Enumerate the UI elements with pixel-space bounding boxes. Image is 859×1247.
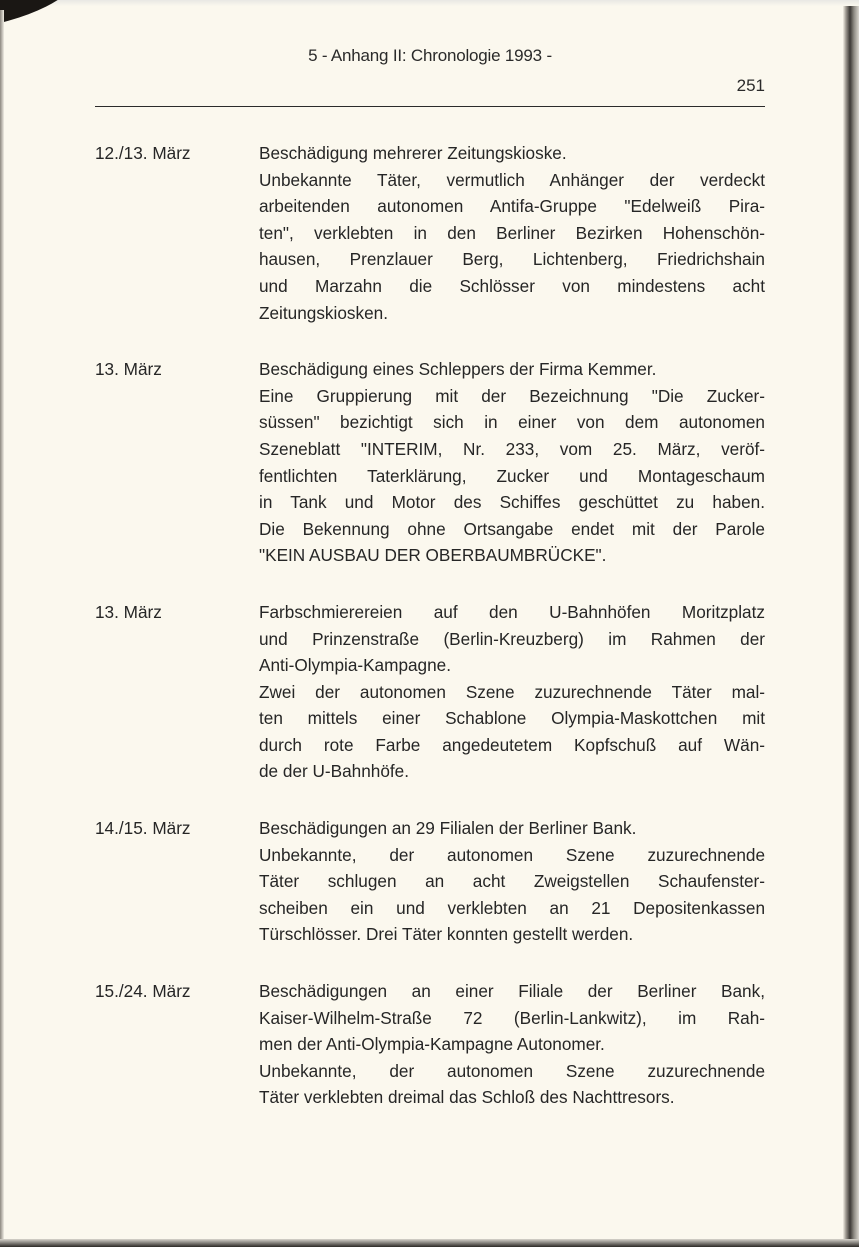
entry-line: und Prinzenstraße (Berlin-Kreuzberg) im Rahmen der: [259, 628, 765, 649]
entry-line: de der U-Bahnhöfe.: [259, 761, 410, 782]
entry-line: Unbekannte, der autonomen Szene zuzurechnende: [259, 1060, 765, 1081]
entry-body: [259, 599, 765, 785]
entry-line: hausen, Prenzlauer Berg, Lichtenberg, Friedrichshain: [259, 249, 765, 270]
entry-date: 14./15. März: [95, 818, 191, 839]
page-bottom-edge: [0, 1239, 859, 1247]
entry-line: Täter verklebten dreimal das Schloß des Nachttresors.: [259, 1087, 675, 1108]
entry-line: Zeitungskiosken.: [259, 302, 388, 323]
entry-date: 12./13. März: [95, 143, 191, 163]
header-rule: [95, 106, 765, 107]
entry-line: süssen" bezichtigt sich in einer von dem autonomen: [259, 412, 765, 433]
entry-line: Täter schlugen an acht Zweigstellen Schaufenster-: [259, 871, 765, 892]
entry-line: Die Bekennung ohne Ortsangabe endet mit der Parole: [259, 518, 765, 539]
entry-line: "KEIN AUSBAU DER OBERBAUMBRÜCKE".: [259, 545, 607, 566]
entry-line: und Marzahn die Schlösser von mindestens acht: [259, 275, 765, 296]
book-spine-edge: [843, 6, 859, 1247]
page-left-edge: [0, 10, 4, 1240]
entry-body: [259, 140, 765, 326]
entry-line: in Tank und Motor des Schiffes geschüttet zu haben.: [259, 492, 765, 513]
entry-date: 13. März: [95, 601, 162, 622]
chronology-entry: [95, 815, 765, 948]
page-top-edge: [0, 0, 859, 6]
entry-body: [259, 815, 765, 948]
entry-line: scheiben ein und verklebten an 21 Depositenkassen: [259, 897, 765, 918]
entry-line: Farbschmierereien auf den U-Bahnhöfen Moritzplatz: [259, 601, 765, 622]
entry-line: durch rote Farbe angedeutetem Kopfschuß auf Wän-: [259, 734, 765, 755]
entry-line: Unbekannte, der autonomen Szene zuzurechnende: [259, 844, 765, 865]
entry-line: Türschlösser. Drei Täter konnten gestellt werden.: [259, 924, 634, 945]
chronology-entry: [95, 140, 765, 326]
entry-line: Beschädigungen an 29 Filialen der Berliner Bank.: [259, 818, 637, 839]
entry-line: Beschädigung eines Schleppers der Firma Kemmer.: [259, 359, 657, 380]
entry-line: Unbekannte Täter, vermutlich Anhänger der verdeckt: [259, 169, 765, 190]
page-number: 251: [736, 76, 765, 95]
chronology-entries: [95, 140, 765, 1141]
page-header: [95, 46, 765, 110]
entry-line: Kaiser-Wilhelm-Straße 72 (Berlin-Lankwitz), im Rah-: [259, 1007, 765, 1028]
entry-line: ten mittels einer Schablone Olympia-Maskottchen mit: [259, 708, 765, 729]
entry-line: Beschädigung mehrerer Zeitungskioske.: [259, 143, 567, 163]
chronology-entry: [95, 599, 765, 785]
running-title: 5 - Anhang II: Chronologie 1993 -: [308, 46, 552, 65]
chronology-entry: [95, 978, 765, 1111]
entry-line: fentlichten Taterklärung, Zucker und Montageschaum: [259, 465, 765, 486]
chronology-entry: [95, 356, 765, 569]
entry-line: arbeitenden autonomen Antifa-Gruppe "Edelweiß Pira-: [259, 196, 765, 217]
entry-line: Zwei der autonomen Szene zuzurechnende Täter mal-: [259, 681, 765, 702]
entry-line: ten", verklebten in den Berliner Bezirken Hohenschön-: [259, 222, 765, 243]
entry-body: [259, 356, 765, 569]
entry-date: 13. März: [95, 359, 162, 380]
entry-line: Eine Gruppierung mit der Bezeichnung "Die Zucker-: [259, 385, 765, 406]
entry-date: 15./24. März: [95, 981, 191, 1002]
entry-line: Beschädigungen an einer Filiale der Berliner Bank,: [259, 981, 765, 1002]
entry-body: [259, 978, 765, 1111]
entry-line: Szeneblatt "INTERIM, Nr. 233, vom 25. März, veröf-: [259, 438, 765, 459]
entry-line: men der Anti-Olympia-Kampagne Autonomer.: [259, 1034, 605, 1055]
entry-line: Anti-Olympia-Kampagne.: [259, 655, 452, 676]
